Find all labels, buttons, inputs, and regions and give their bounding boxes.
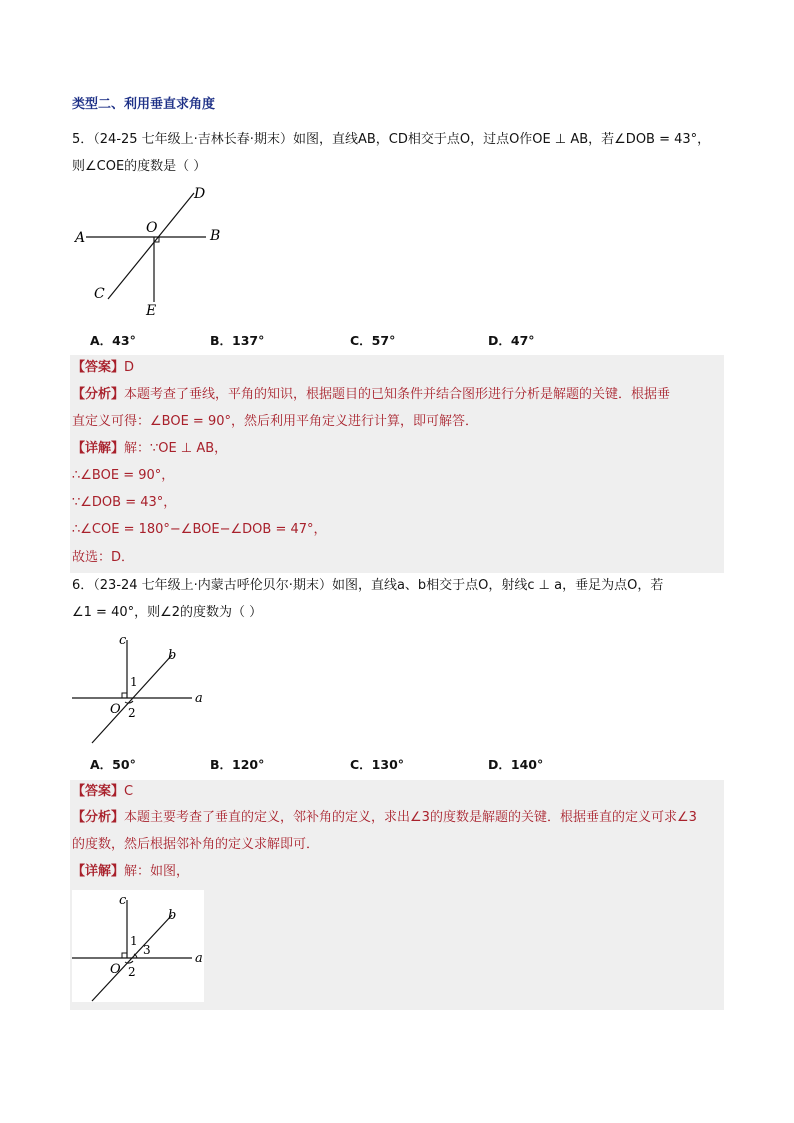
label-b: b <box>168 908 177 923</box>
q5-detail-line2: ∴∠BOE = 90°， <box>72 468 175 483</box>
q6-detail-line1 <box>72 862 189 882</box>
q6-option-a[interactable]: A．50° <box>90 757 136 772</box>
analysis-text: 本题考查了垂线，平角的知识，根据题目的已知条件并结合图形进行分析是解题的关键．根据垂 <box>124 387 671 402</box>
q6-option-b[interactable]: B．120° <box>210 757 265 772</box>
label-c: C <box>94 286 105 302</box>
answer-value: C <box>124 784 134 799</box>
q6-option-c[interactable]: C．130° <box>350 757 405 772</box>
label-d: D <box>194 186 206 202</box>
q5-option-c[interactable]: C．57° <box>350 333 396 348</box>
q5-option-a[interactable]: A．43° <box>90 333 136 348</box>
q5-stem-line1: 5．（24-25 七年级上·吉林长春·期末）如图，直线AB，CD相交于点O，过点O作OE ⊥ AB，若∠DOB = 43°， <box>72 132 711 147</box>
label-1: 1 <box>130 675 138 689</box>
detail-tag: 【详解】 <box>72 864 125 879</box>
q6-stem-line1: 6．（23-24 七年级上·内蒙古呼伦贝尔·期末）如图，直线a、b相交于点O，射线c ⊥ a，垂足为点O，若 <box>72 578 664 593</box>
answer-tag: 【答案】 <box>72 784 125 799</box>
q6-stem-line2: ∠1 = 40°，则∠2的度数为（ ） <box>72 605 263 620</box>
detail-text: 解：如图， <box>124 864 190 879</box>
label-c: c <box>119 633 127 648</box>
q5-option-d[interactable]: D．47° <box>488 333 535 348</box>
q5-figure <box>70 182 240 322</box>
label-1: 1 <box>130 934 138 948</box>
label-b: B <box>210 228 221 244</box>
detail-tag: 【详解】 <box>72 441 125 456</box>
q5-option-b[interactable]: B．137° <box>210 333 265 348</box>
q6-analysis-line2: 的度数，然后根据邻补角的定义求解即可． <box>72 837 320 852</box>
label-a: a <box>195 691 203 706</box>
q6-figure <box>70 628 215 748</box>
line-b <box>92 655 172 743</box>
analysis-text: 本题主要考查了垂直的定义，邻补角的定义，求出∠3的度数是解题的关键．根据垂直的定义可求∠3 <box>124 810 697 825</box>
q5-detail-line4: ∴∠COE = 180°−∠BOE−∠DOB = 47°， <box>72 522 327 537</box>
q5-stem-line2: 则∠COE的度数是（ ） <box>72 159 207 174</box>
detail-text: 解：∵OE ⊥ AB， <box>124 441 228 456</box>
analysis-tag: 【分析】 <box>72 387 125 402</box>
analysis-tag: 【分析】 <box>72 810 125 825</box>
right-angle-mark <box>122 693 127 698</box>
q6-option-d[interactable]: D．140° <box>488 757 544 772</box>
line-cd <box>108 193 194 299</box>
q6-detail-figure <box>70 888 210 1006</box>
right-angle-mark <box>122 953 127 958</box>
label-b: b <box>168 648 177 663</box>
q5-answer <box>72 358 134 378</box>
label-o: O <box>110 962 121 977</box>
label-3: 3 <box>143 943 151 957</box>
label-o: O <box>110 702 121 717</box>
section-title: 类型二、利用垂直求角度 <box>72 97 216 112</box>
q5-detail-line5: 故选：D． <box>72 550 135 565</box>
q5-detail-line1 <box>72 439 227 459</box>
label-2: 2 <box>128 965 136 979</box>
q6-analysis-line1 <box>72 808 697 828</box>
label-a: a <box>195 951 203 966</box>
answer-value: D <box>124 360 135 375</box>
q5-detail-line3: ∵∠DOB = 43°， <box>72 495 177 510</box>
label-e: E <box>146 303 157 319</box>
q6-answer <box>72 782 133 802</box>
label-a: A <box>75 230 86 246</box>
q5-analysis-line2: 直定义可得：∠BOE = 90°，然后利用平角定义进行计算，即可解答． <box>72 414 478 429</box>
label-2: 2 <box>128 706 136 720</box>
answer-tag: 【答案】 <box>72 360 125 375</box>
q5-analysis-line1 <box>72 385 670 405</box>
label-c: c <box>119 893 127 908</box>
label-o: O <box>146 220 158 236</box>
